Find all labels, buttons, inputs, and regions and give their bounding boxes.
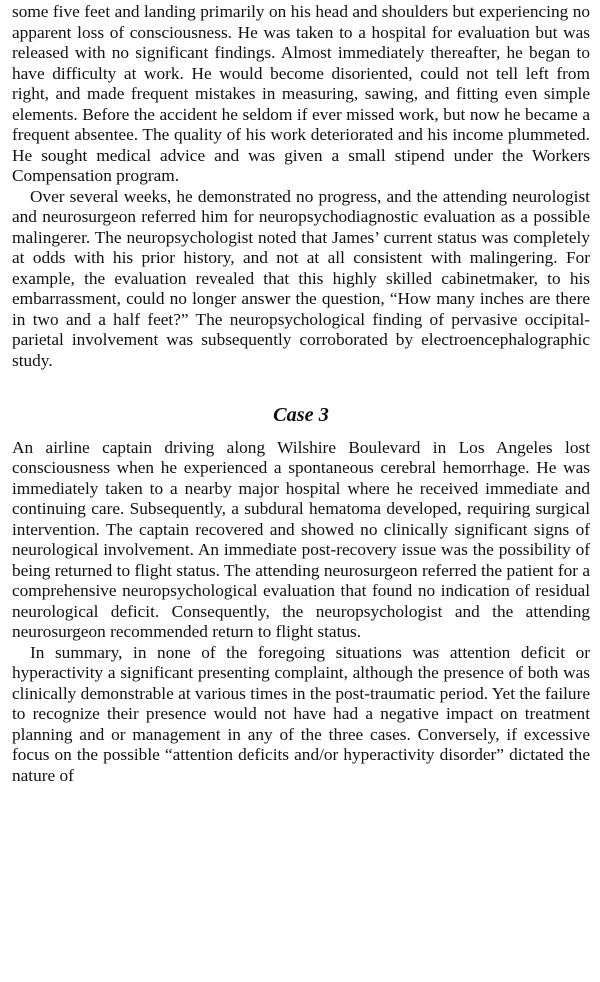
document-page	[12, 2, 590, 786]
paragraph-case-3: An airline captain driving along Wilshire Boulevard in Los Angeles lost consciousness when he experienced a spontaneous cerebral hemorrhage. He was immediately taken to a nearby major hospital where he received immediate and continuing care. Subsequently, a subdural hematoma developed, requiring surgical intervention. The captain recovered and showed no clinically significant signs of neurological involvement. An immediate post-recovery issue was the possibility of being returned to flight status. The attending neurosurgeon referred the patient for a comprehensive neuropsychological evaluation that found no indication of residual neurological deficit. Consequently, the neuropsychologist and the attending neurosurgeon recommended return to flight status.	[12, 437, 590, 641]
section-spacer	[12, 371, 590, 405]
paragraph-summary: In summary, in none of the foregoing situations was attention deficit or hyperactivity a significant presenting complaint, although the presence of both was clinically demonstrable at various times in the post-traumatic period. Yet the failure to recognize their presence would not have had a negative impact on treatment planning and or management in any of the three cases. Conversely, if excessive focus on the possible “attention deficits and/or hyperactivity disorder” dictated the nature of	[12, 642, 590, 785]
section-heading-case-3: Case 3	[273, 404, 329, 426]
paragraph-case-2-continued: some five feet and landing primarily on his head and shoulders but experiencing no apparent loss of consciousness. He was taken to a hospital for evaluation but was released with no significant findings. Almost immediately thereafter, he began to have difficulty at work. He would become disoriented, could not tell left from right, and made frequent mistakes in measuring, sawing, and fitting even simple elements. Before the accident he seldom if ever missed work, but now he became a frequent absentee. The quality of his work deteriorated and his income plummeted. He sought medical advice and was given a small stipend under the Workers Compensation program.	[12, 2, 590, 185]
heading-spacer	[12, 426, 590, 438]
paragraph-case-2-evaluation: Over several weeks, he demonstrated no progress, and the attending neurologist and neurosurgeon referred him for neuropsychodiagnostic evaluation as a possible malingerer. The neuropsychologist noted that James’ current status was completely at odds with his prior history, and not at all consistent with malingering. For example, the evaluation revealed that this highly skilled cabinetmaker, to his embarrassment, could no longer answer the question, “How many inches are there in two and a half feet?” The neuropsychological finding of pervasive occipital-parietal involvement was subsequently corroborated by electroencephalographic study.	[12, 186, 590, 370]
